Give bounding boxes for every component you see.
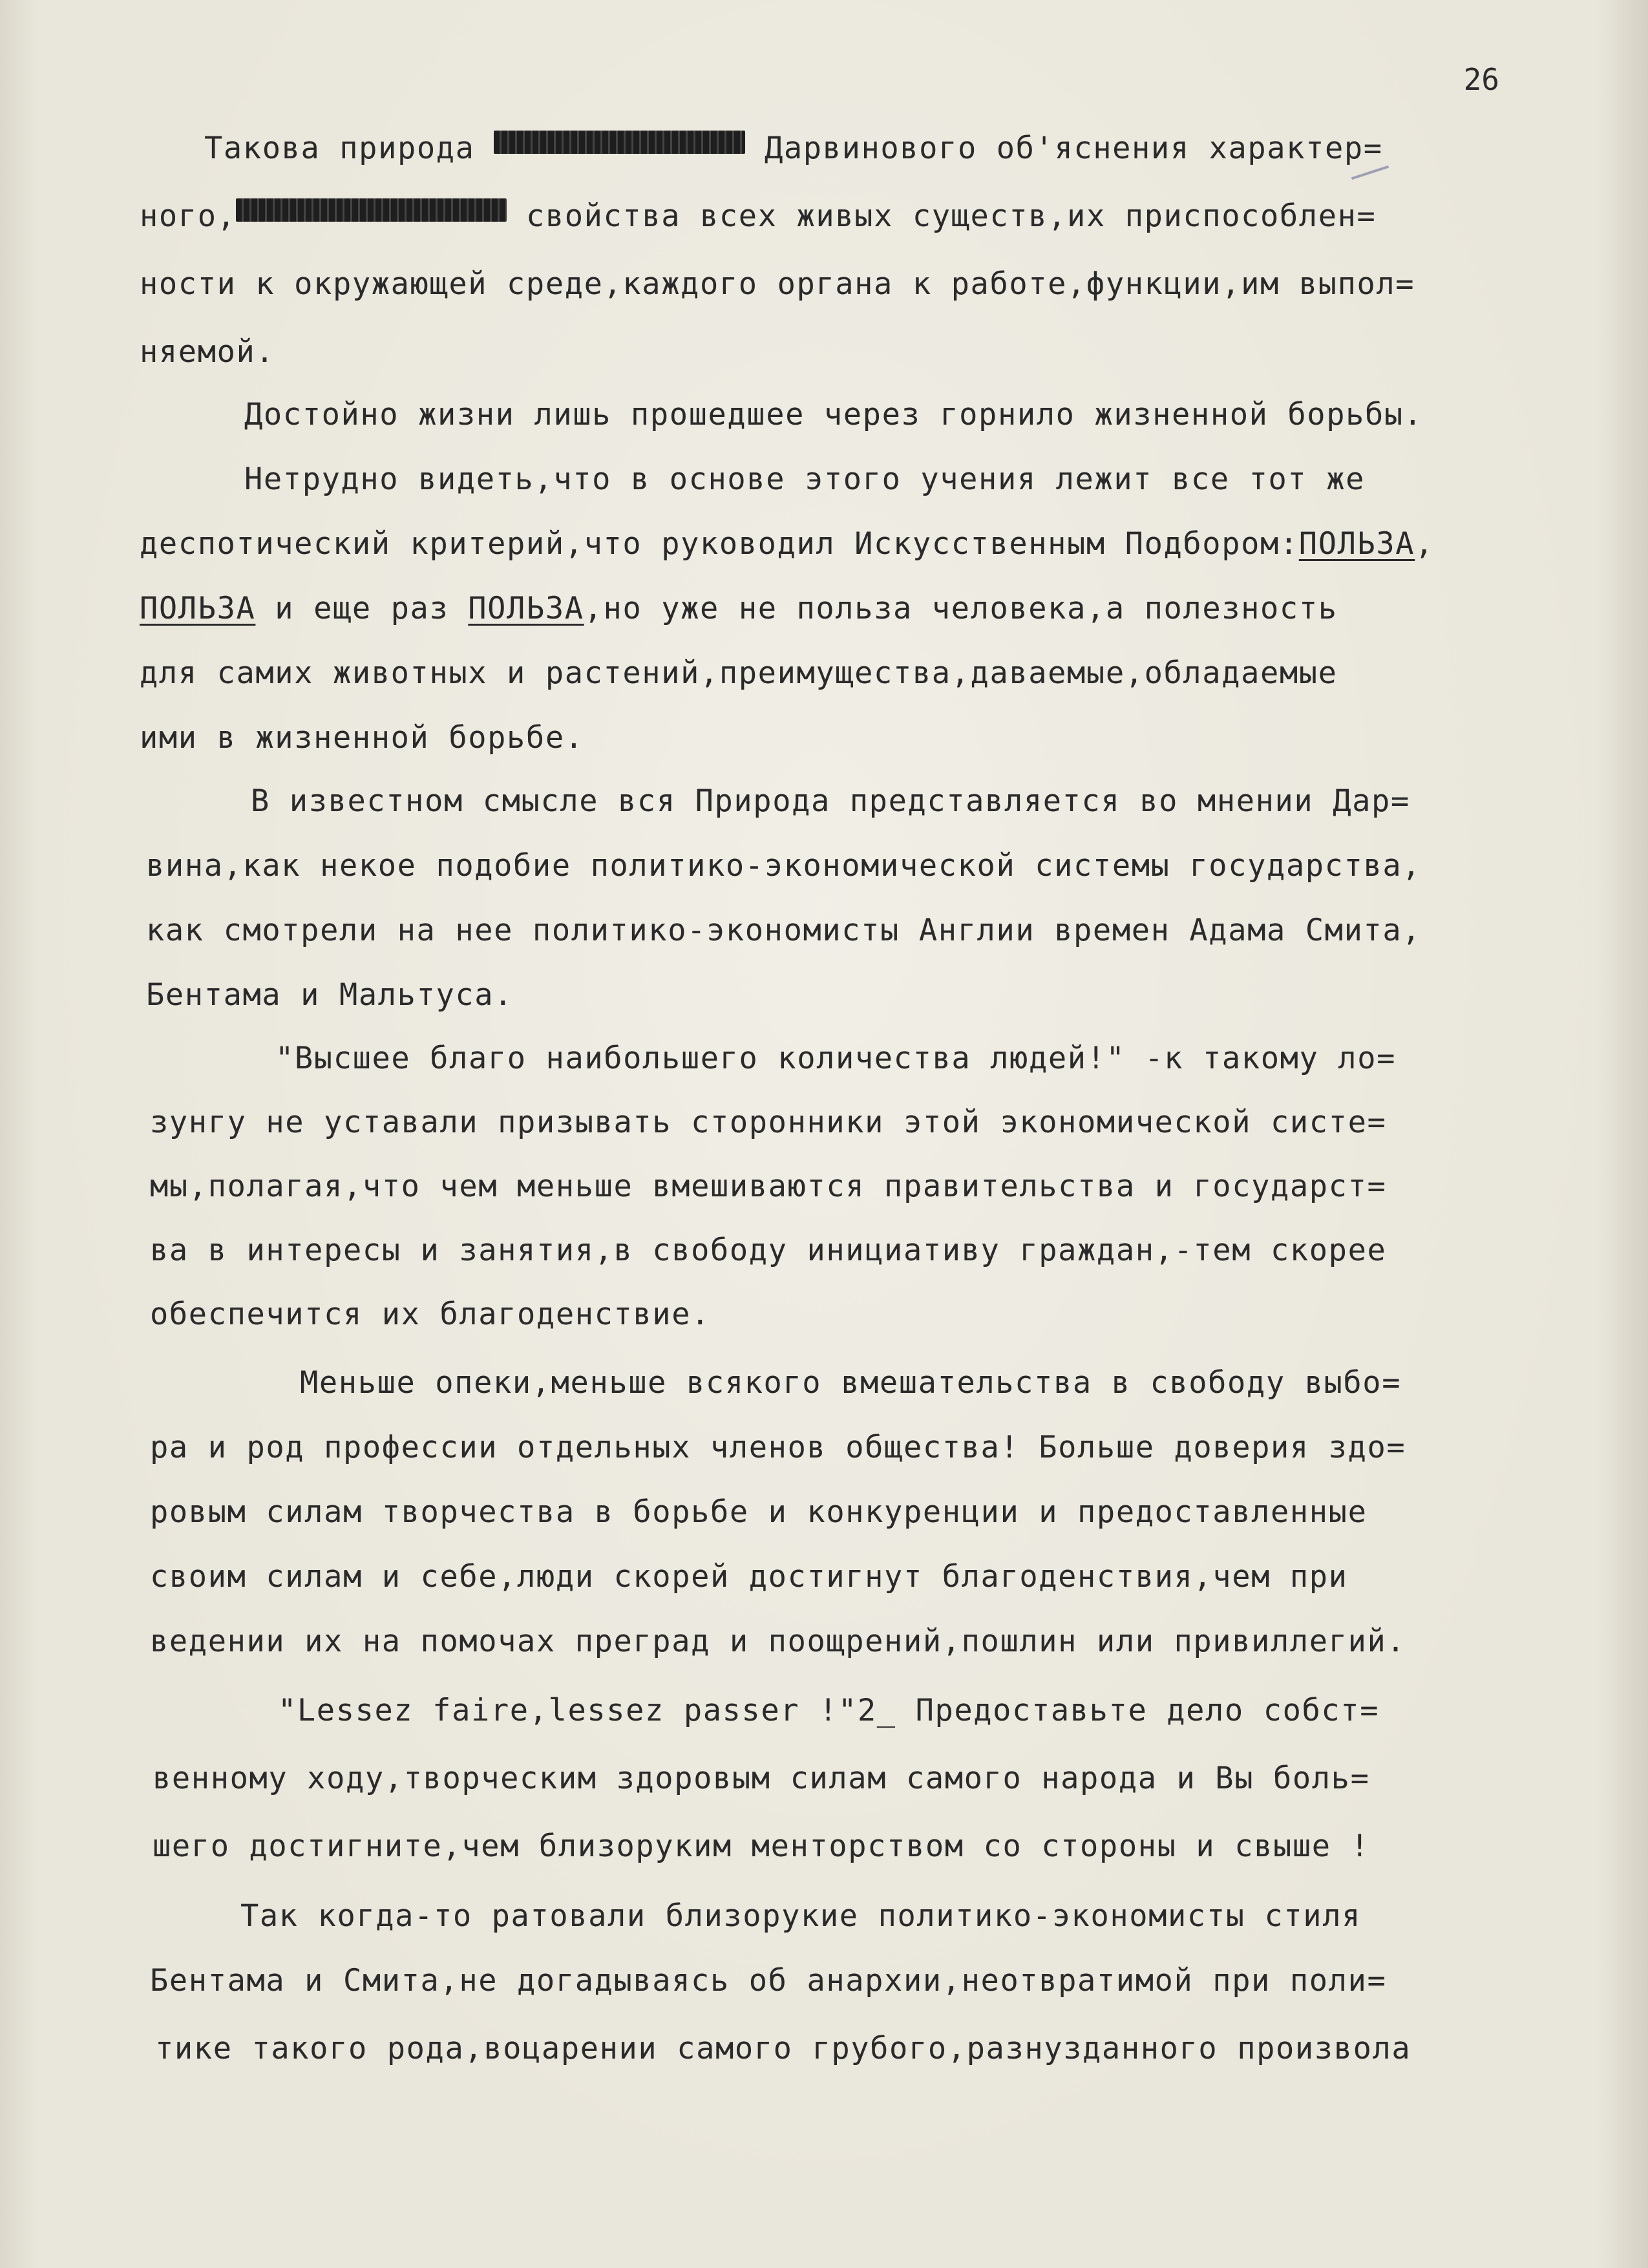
text-line-30: тике такого рода,воцарении самого грубого,разнузданного произвола: [155, 2031, 1411, 2066]
text-line-4: няемой.: [140, 334, 275, 370]
text-line-29: Бентама и Смита,не догадываясь об анархии,неотвратимой при поли=: [150, 1963, 1387, 1998]
underlined-word: ПОЛЬЗА: [468, 591, 584, 626]
text-line-9: для самих животных и растений,преимущества,даваемые,обладаемые: [140, 655, 1338, 691]
text-line-12: вина,как некое подобие политико-экономической системы государства,: [146, 848, 1422, 884]
line-text: деспотический критерий,что руководил Искусственным Подбором:: [140, 526, 1299, 562]
line-text: Такова природа: [204, 131, 494, 166]
text-line-6: Нетрудно видеть,что в основе этого учения лежит все тот же: [244, 461, 1365, 497]
text-line-8: [140, 589, 1338, 628]
text-line-28: Так когда-то ратовали близорукие политико-экономисты стиля: [240, 1898, 1361, 1934]
text-line-22: ровым силам творчества в борьбе и конкуренции и предоставленные: [150, 1494, 1368, 1530]
text-line-13: как смотрели на нее политико-экономисты Англии времен Адама Смита,: [146, 913, 1422, 948]
struck-out-word: [494, 131, 745, 154]
text-line-11: В известном смысле вся Природа представляется во мнении Дар=: [251, 783, 1410, 819]
text-line-2: [140, 197, 1376, 236]
text-line-5: Достойно жизни лишь прошедшее через горнило жизненной борьбы.: [244, 397, 1423, 432]
text-line-27: шего достигните,чем близоруким менторством со стороны и свыше !: [153, 1828, 1370, 1864]
text-line-24: ведении их на помочах преград и поощрений,пошлин или привиллегий.: [150, 1624, 1406, 1659]
page-number: 26: [1463, 62, 1499, 97]
text-line-20: Меньше опеки,меньше всякого вмешательства в свободу выбо=: [300, 1365, 1402, 1401]
underlined-word: ПОЛЬЗА: [1298, 526, 1415, 562]
line-text: Дарвинового об'яснения характер=: [745, 131, 1383, 166]
text-line-1: [204, 129, 1383, 168]
line-text: ,но уже не польза человека,а полезность: [584, 591, 1338, 626]
text-line-23: своим силам и себе,люди скорей достигнут благоденствия,чем при: [150, 1559, 1348, 1595]
line-text: свойства всех живых существ,их приспособлен=: [507, 198, 1377, 234]
text-line-7: [140, 525, 1434, 564]
text-line-18: ва в интересы и занятия,в свободу инициативу граждан,-тем скорее: [150, 1233, 1387, 1268]
text-line-15: "Высшее благо наибольшего количества людей!" -к такому ло=: [275, 1041, 1396, 1076]
line-text: ,: [1415, 526, 1435, 562]
text-line-19: обеспечится их благоденствие.: [150, 1297, 710, 1332]
line-text: ного,: [140, 198, 237, 234]
text-line-25: "Lessez faire,lessez passer !"2_ Предоставьте дело собст=: [278, 1693, 1380, 1728]
text-line-21: ра и род профессии отдельных членов общества! Больше доверия здо=: [150, 1430, 1406, 1465]
text-line-26: венному ходу,творческим здоровым силам самого народа и Вы боль=: [153, 1761, 1370, 1796]
text-line-3: ности к окружающей среде,каждого органа к работе,функции,им выпол=: [140, 266, 1415, 302]
text-line-17: мы,полагая,что чем меньше вмешиваются правительства и государст=: [150, 1169, 1387, 1204]
struck-out-word: [236, 198, 507, 222]
underlined-word: ПОЛЬЗА: [140, 591, 256, 626]
text-line-14: Бентама и Мальтуса.: [146, 977, 514, 1013]
line-text: и еще раз: [255, 591, 469, 626]
text-line-10: ими в жизненной борьбе.: [140, 720, 584, 756]
text-line-16: зунгу не уставали призывать сторонники этой экономической систе=: [150, 1105, 1387, 1140]
